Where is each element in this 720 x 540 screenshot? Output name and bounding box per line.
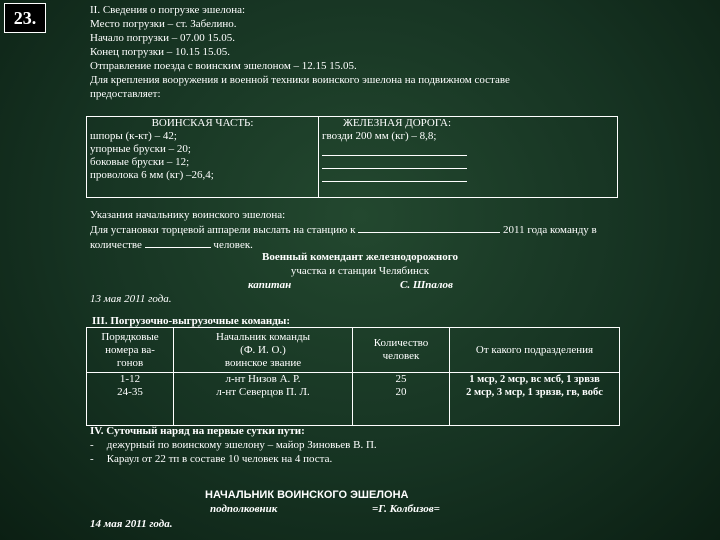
instructions-title: Указания начальнику воинского эшелона: xyxy=(90,209,286,221)
commander-name: =Г. Колбизов= xyxy=(372,503,440,515)
commandant-name: С. Шпалов xyxy=(400,279,453,291)
instructions-line-2-prefix: количестве xyxy=(90,239,142,251)
loading-end: Конец погрузки – 10.15 15.05. xyxy=(90,46,231,58)
railway-header: ЖЕЛЕЗНАЯ ДОРОГА: xyxy=(342,117,452,129)
instructions-line-1-suffix: 2011 года команду в xyxy=(502,224,597,236)
section-4-duty xyxy=(90,424,615,466)
count-cell xyxy=(353,373,450,426)
instructions-line-1-prefix: Для установки торцевой аппарели выслать на станцию к xyxy=(90,224,356,236)
table-cell: 20 xyxy=(395,386,407,398)
commandant-title-2: участка и станции Челябинск xyxy=(290,265,430,277)
railway-blank-line xyxy=(322,158,467,169)
header-count: Количество человек xyxy=(353,328,450,373)
table-cell: л-нт Северцов П. Л. xyxy=(216,386,310,398)
commander-rank: подполковник xyxy=(210,503,278,515)
table-cell: л-нт Низов А. Р. xyxy=(225,373,301,385)
section-2-title: II. Сведения о погрузке эшелона: xyxy=(90,4,246,16)
section-4-title: IV. Суточный наряд на первые сутки пути: xyxy=(90,425,305,437)
military-unit-cell xyxy=(87,117,319,198)
railway-blank-line xyxy=(322,171,467,182)
railway-item: гвозди 200 мм (кг) – 8,8; xyxy=(322,130,437,142)
duty-item xyxy=(90,438,615,452)
instructions-line-1 xyxy=(90,222,615,237)
table-cell: 25 xyxy=(395,373,407,385)
railway-blank-line xyxy=(322,145,467,156)
header-wagons: Порядковые номера ва- гонов xyxy=(87,328,174,373)
loading-start: Начало погрузки – 07.00 15.05. xyxy=(90,32,235,44)
section-2-loading-info xyxy=(90,3,615,101)
duty-item-text: Караул от 22 тп в составе 10 человек на 4 поста. xyxy=(106,453,333,465)
date-blank xyxy=(358,222,500,233)
commandant-rank: капитан xyxy=(248,279,292,291)
loading-teams-table xyxy=(86,327,620,426)
fastening-note-cont: предоставляет: xyxy=(90,88,161,100)
instructions-line-2-suffix: человек. xyxy=(213,239,253,251)
train-departure: Отправление поезда с воинским эшелоном – 12.15 15.05. xyxy=(90,60,357,72)
loading-place: Место погрузки – ст. Забелино. xyxy=(90,18,237,30)
commandant-sign-date: 13 мая 2011 года. xyxy=(90,293,172,305)
table-cell: 2 мср, 3 мср, 1 зрвзв, гв, вобс xyxy=(466,387,603,398)
commander-title: НАЧАЛЬНИК ВОИНСКОГО ЭШЕЛОНА xyxy=(205,489,409,501)
table-cell: 1-12 xyxy=(119,373,141,385)
military-unit-item: боковые бруски – 12; xyxy=(90,156,190,168)
bullet: - xyxy=(90,453,94,465)
military-unit-item: упорные бруски – 20; xyxy=(90,143,191,155)
wagons-cell xyxy=(87,373,174,426)
instructions-block xyxy=(90,208,615,252)
unit-cell xyxy=(450,373,620,426)
slide-number: 23. xyxy=(4,3,46,33)
railway-cell xyxy=(319,117,618,198)
table-cell: 24-35 xyxy=(117,386,143,398)
duty-item-text: дежурный по воинскому эшелону – майор Зиновьев В. П. xyxy=(106,439,377,451)
header-unit: От какого подразделения xyxy=(450,328,620,373)
military-unit-item: проволока 6 мм (кг) –26,4; xyxy=(90,169,214,181)
header-chief: Начальник команды (Ф. И. О.) воинское звание xyxy=(174,328,353,373)
table-cell: 1 мср, 2 мср, вс мсб, 1 зрвзв xyxy=(469,374,600,385)
military-unit-header: ВОИНСКАЯ ЧАСТЬ: xyxy=(151,117,254,129)
fastening-materials-table xyxy=(86,116,618,198)
count-blank xyxy=(145,237,211,248)
bullet: - xyxy=(90,439,94,451)
commandant-title-1: Военный комендант железнодорожного xyxy=(262,251,458,263)
military-unit-item: шпоры (к-кт) – 42; xyxy=(90,130,177,142)
section-3-title: III. Погрузочно-выгрузочные команды: xyxy=(92,315,291,327)
duty-item xyxy=(90,452,615,466)
chief-cell xyxy=(174,373,353,426)
commander-sign-date: 14 мая 2011 года. xyxy=(90,518,173,530)
fastening-note: Для крепления вооружения и военной техники воинского эшелона на подвижном составе xyxy=(90,74,510,86)
